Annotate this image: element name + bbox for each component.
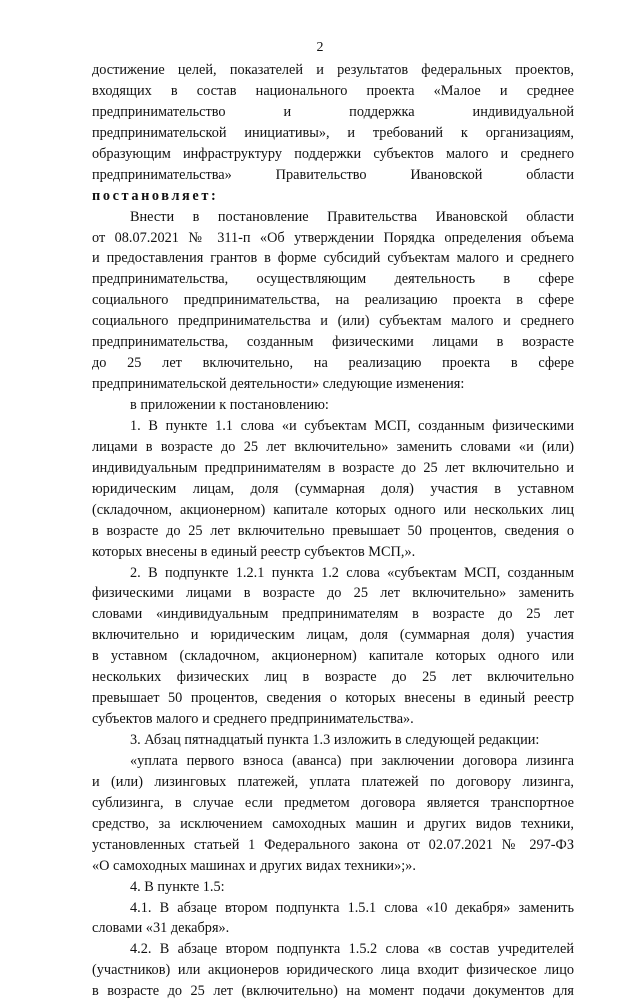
text-line: индивидуальным предпринимателям в возрасте до 25 лет включительно и xyxy=(92,459,574,476)
text-line: которых внесены в единый реестр субъектов МСП,». xyxy=(92,543,416,560)
decree-keyword: постановляет: xyxy=(92,187,219,204)
text-line: сублизинга, в случае если предметом договора является транспортное xyxy=(92,794,574,811)
text-line: юридическим лицам, доля (суммарная доля) участия в уставном xyxy=(92,480,574,497)
text-line: 1. В пункте 1.1 слова «и субъектам МСП, созданным физическими xyxy=(130,417,574,434)
text-line: предпринимательство и поддержка индивидуальной xyxy=(92,103,574,120)
text-line: 4.1. В абзаце втором подпункта 1.5.1 слова «10 декабря» заменить xyxy=(130,899,574,916)
text-line: 3. Абзац пятнадцатый пункта 1.3 изложить в следующей редакции: xyxy=(130,732,540,748)
document-body xyxy=(92,60,574,1002)
text-line: предпринимательства, созданным физическими лицами в возрасте xyxy=(92,334,574,351)
text-line: в возрасте до 25 лет включительно превышает 50 процентов, сведения о xyxy=(92,522,574,539)
text-line: Внести в постановление Правительства Ивановской области xyxy=(130,208,574,225)
text-line: до 25 лет включительно, на реализацию проекта в сфере xyxy=(92,355,574,372)
text-line: предпринимательства» Правительство Ивановской области xyxy=(92,166,574,183)
text-line: установленных статьей 1 Федерального закона от 02.07.2021 № 297-ФЗ xyxy=(92,836,574,853)
text-line: предпринимательства, осуществляющим деятельность в сфере xyxy=(92,271,574,288)
text-line: социального предпринимательства, на реализацию проекта в сфере xyxy=(92,292,574,309)
page-number: 2 xyxy=(316,40,324,55)
text-line: 4. В пункте 1.5: xyxy=(130,878,225,895)
text-line: в приложении к постановлению: xyxy=(130,397,329,413)
text-line: в уставном (складочном, акционерном) капитале которых одного или xyxy=(92,648,574,665)
text-line: средство, за исключением самоходных машин и других видов техники, xyxy=(92,815,574,832)
text-line: «О самоходных машинах и других видах техники»;». xyxy=(92,857,416,874)
text-line: предпринимательской деятельности» следующие изменения: xyxy=(92,376,465,393)
text-line: (участников) или акционеров юридического лица входит физическое лицо xyxy=(92,962,574,979)
text-line: словами «индивидуальным предпринимателям в возрасте до 25 лет xyxy=(92,606,574,623)
text-line: образующим инфраструктуру поддержки субъектов малого и среднего xyxy=(92,145,574,162)
text-line: физическими лицами в возрасте до 25 лет включительно» заменить xyxy=(92,585,574,602)
text-line: 2. В подпункте 1.2.1 пункта 1.2 слова «субъектам МСП, созданным xyxy=(130,564,574,581)
text-line: и (или) лизинговых платежей, уплата платежей по договору лизинга, xyxy=(92,773,574,790)
text-line: лицами в возрасте до 25 лет включительно» заменить словами «и (или) xyxy=(92,438,574,455)
text-line: «уплата первого взноса (аванса) при заключении договора лизинга xyxy=(130,752,574,769)
text-line: субъектов малого и среднего предпринимательства». xyxy=(92,711,414,728)
text-line: (складочном, акционерном) капитале которых одного или нескольких лиц xyxy=(92,501,574,518)
text-line: включительно и юридическим лицам, доля (суммарная доля) участия xyxy=(92,627,574,644)
text-line: предпринимательской инициативы», и требований к организациям, xyxy=(92,124,574,141)
text-line: превышает 50 процентов, сведения о которых внесены в единый реестр xyxy=(92,690,574,707)
text-line: и предоставления грантов в форме субсидий субъектам малого и среднего xyxy=(92,250,574,267)
text-line: нескольких физических лиц в возрасте до 25 лет включительно xyxy=(92,669,574,686)
text-line: входящих в состав национального проекта «Малое и среднее xyxy=(92,82,574,99)
text-line: в возрасте до 25 лет (включительно) на момент подачи документов для xyxy=(92,983,574,1000)
text-line: от 08.07.2021 № 311-п «Об утверждении Порядка определения объема xyxy=(92,229,574,246)
text-line: социального предпринимательства и (или) субъектам малого и среднего xyxy=(92,313,574,330)
text-line: 4.2. В абзаце втором подпункта 1.5.2 слова «в состав учредителей xyxy=(130,941,574,958)
text-line: словами «31 декабря». xyxy=(92,920,230,937)
text-line: достижение целей, показателей и результатов федеральных проектов, xyxy=(92,62,574,78)
